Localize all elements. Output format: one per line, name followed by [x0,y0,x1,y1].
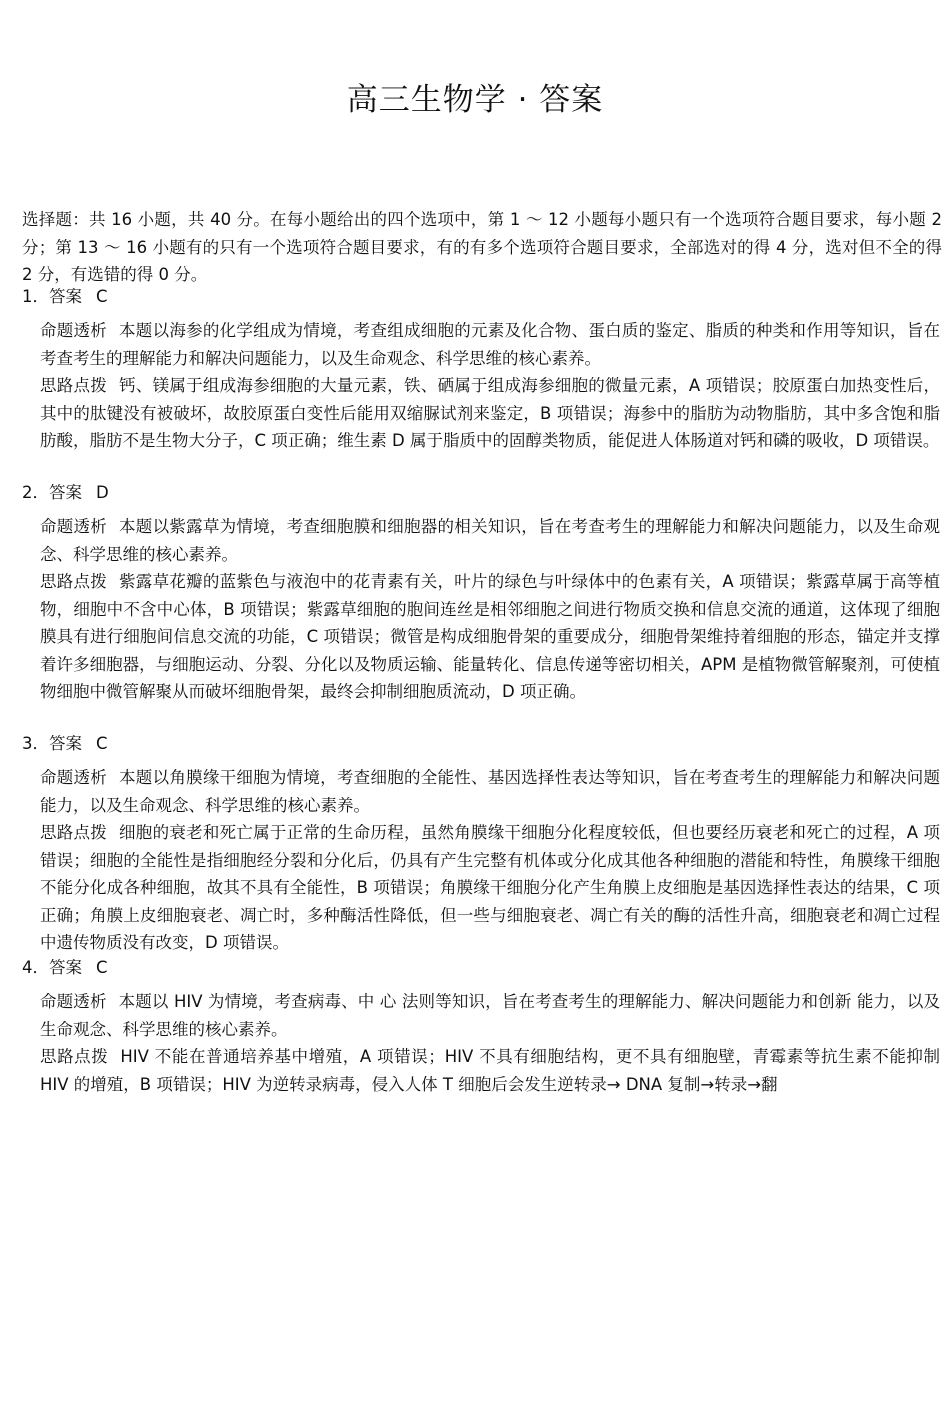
hint-text: HIV 不能在普通培养基中增殖，A 项错误；HIV 不具有细胞结构，更不具有细胞壁，青霉素等抗生素不能抑制 HIV 的增殖，B 项错误；HIV 为逆转录病毒，侵入人体 T 细胞后会发生逆转录→ DNA 复制→转录→翻 [40,1047,941,1094]
analysis-tag: 命题透析 [40,992,107,1011]
hint-tag: 思路点拨 [40,823,108,842]
answer-line [22,732,940,758]
analysis-text: 本题以海参的化学组成为情境，考查组成细胞的元素及化合物、蛋白质的鉴定、脂质的种类和作用等知识，旨在考查考生的理解能力和解决问题能力，以及生命观念、科学思维的核心素养。 [40,321,941,368]
analysis-tag: 命题透析 [40,768,108,787]
analysis-text: 本题以角膜缘干细胞为情境，考查细胞的全能性、基因选择性表达等知识，旨在考查考生的理解能力和解决问题能力，以及生命观念、科学思维的核心素养。 [40,768,941,815]
answer-choice: C [96,287,108,306]
hint-tag: 思路点拨 [40,572,108,591]
analysis-paragraph [40,764,940,819]
instructions-paragraph: 选择题：共 16 小题，共 40 分。在每小题给出的四个选项中，第 1 ～ 12 小题每小题只有一个选项符合题目要求，每小题 2 分；第 13 ～ 16 小题有的只有一个选项符合题目要求，有的有多个选项符合题目要求，全部选对的得 4 分，选对但不全的得 2 分，有选错的得 0 分。 [22,210,942,284]
analysis-paragraph [40,513,940,568]
hint-paragraph [40,568,940,706]
analysis-text: 本题以 HIV 为情境，考查病毒、中 心 法则等知识，旨在考查考生的理解能力、解决问题能力和创新 能力，以及生命观念、科学思维的核心素养。 [40,992,940,1039]
question-1 [22,285,940,455]
question-2 [22,481,940,706]
hint-paragraph [40,819,940,957]
hint-tag: 思路点拨 [40,376,108,395]
answer-label: 4．答案 [22,958,82,977]
analysis-text: 本题以紫露草为情境，考查细胞膜和细胞器的相关知识，旨在考查考生的理解能力和解决问题能力，以及生命观念、科学思维的核心素养。 [40,517,941,564]
hint-paragraph [40,372,940,455]
hint-tag: 思路点拨 [40,1047,109,1066]
hint-text: 紫露草花瓣的蓝紫色与液泡中的花青素有关，叶片的绿色与叶绿体中的色素有关，A 项错误；紫露草属于高等植物，细胞中不含中心体，B 项错误；紫露草细胞的胞间连丝是相邻细胞之间进行物质交换和信息交流的通道，这体现了细胞膜具有进行细胞间信息交流的功能，C 项错误；微管是构成细胞骨架的重要成分，细胞骨架维持着细胞的形态，锚定并支撑着许多细胞器，与细胞运动、分裂、分化以及物质运输、能量转化、信息传递等密切相关，APM 是植物微管解聚剂，可使植物细胞中微管解聚从而破坏细胞骨架，最终会抑制细胞质流动，D 项正确。 [40,572,940,701]
answer-choice: C [96,958,108,977]
answer-line [22,481,940,507]
hint-text: 细胞的衰老和死亡属于正常的生命历程，虽然角膜缘干细胞分化程度较低，但也要经历衰老和死亡的过程，A 项错误；细胞的全能性是指细胞经分裂和分化后，仍具有产生完整有机体或分化成其他各种细胞的潜能和特性，角膜缘干细胞不能分化成各种细胞，故其不具有全能性，B 项错误；角膜缘干细胞分化产生角膜上皮细胞是基因选择性表达的结果，C 项正确；角膜上皮细胞衰老、凋亡时，多种酶活性降低，但一些与细胞衰老、凋亡有关的酶的活性升高，细胞衰老和凋亡过程中遗传物质没有改变，D 项错误。 [40,823,940,952]
answer-line [22,285,940,311]
analysis-paragraph [40,988,940,1043]
hint-text: 钙、镁属于组成海参细胞的大量元素，铁、硒属于组成海参细胞的微量元素，A 项错误；胶原蛋白加热变性后，其中的肽键没有被破坏，故胶原蛋白变性后能用双缩脲试剂来鉴定，B 项错误；海参中的脂肪为动物脂肪，其中多含饱和脂肪酸，脂肪不是生物大分子，C 项正确；维生素 D 属于脂质中的固醇类物质，能促进人体肠道对钙和磷的吸收，D 项错误。 [40,376,940,450]
answer-label: 3．答案 [22,734,82,753]
page-title: 高三生物学 · 答案 [346,82,604,118]
hint-paragraph [40,1043,940,1098]
question-3 [22,732,940,957]
analysis-paragraph [40,317,940,372]
answer-line [22,956,940,982]
answer-choice: C [96,734,108,753]
question-4 [22,956,940,1098]
answer-choice: D [96,483,109,502]
analysis-tag: 命题透析 [40,321,108,340]
answer-label: 2．答案 [22,483,82,502]
analysis-tag: 命题透析 [40,517,108,536]
answer-label: 1．答案 [22,287,82,306]
